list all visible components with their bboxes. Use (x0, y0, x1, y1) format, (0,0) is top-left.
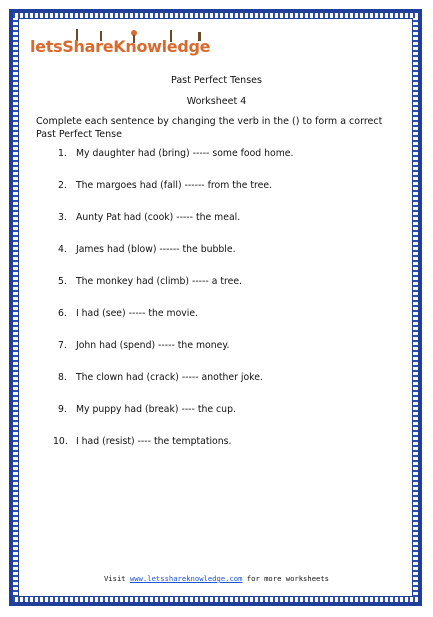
item-number: 5. (58, 276, 67, 287)
item-text: James had (blow) ------ the bubble. (75, 244, 236, 255)
site-logo (30, 27, 230, 69)
footer-prefix: Visit (103, 574, 130, 583)
logo-text: letsShareKnowledge (30, 37, 211, 56)
item-text: The margoes had (fall) ------ from the tree. (75, 180, 273, 191)
list-item (58, 308, 198, 319)
item-number: 9. (58, 404, 67, 415)
item-number: 6. (58, 308, 67, 319)
list-item (58, 212, 240, 223)
item-text: The monkey had (climb) ----- a tree. (75, 276, 243, 287)
item-text: Aunty Pat had (cook) ----- the meal. (75, 212, 241, 223)
item-number: 8. (58, 372, 67, 383)
item-number: 1. (58, 148, 67, 159)
item-number: 7. (58, 340, 67, 351)
list-item (58, 276, 242, 287)
list-item (58, 404, 236, 415)
item-number: 10. (53, 436, 68, 447)
item-text: John had (spend) ----- the money. (75, 340, 230, 351)
item-text: The clown had (crack) ----- another joke. (75, 372, 263, 383)
worksheet-number: Worksheet 4 (186, 96, 247, 107)
item-text: I had (resist) ---- the temptations. (75, 436, 232, 447)
page-title: Past Perfect Tenses (171, 75, 262, 86)
item-number: 4. (58, 244, 67, 255)
list-item (58, 244, 236, 255)
list-item (58, 340, 229, 351)
footer (0, 574, 433, 583)
footer-suffix: for more worksheets (242, 574, 330, 583)
item-text: My daughter had (bring) ----- some food home. (75, 148, 294, 159)
website-link[interactable]: www.letsshareknowledge.com (129, 574, 243, 583)
item-number: 2. (58, 180, 67, 191)
list-item (58, 148, 293, 159)
list-item (53, 436, 231, 447)
item-text: I had (see) ----- the movie. (75, 308, 199, 319)
item-text: My puppy had (break) ---- the cup. (75, 404, 236, 415)
item-number: 3. (58, 212, 67, 223)
list-item (58, 180, 272, 191)
instructions: Complete each sentence by changing the verb in the () to form a correct Past Perfect Tense (36, 116, 383, 140)
list-item (58, 372, 263, 383)
